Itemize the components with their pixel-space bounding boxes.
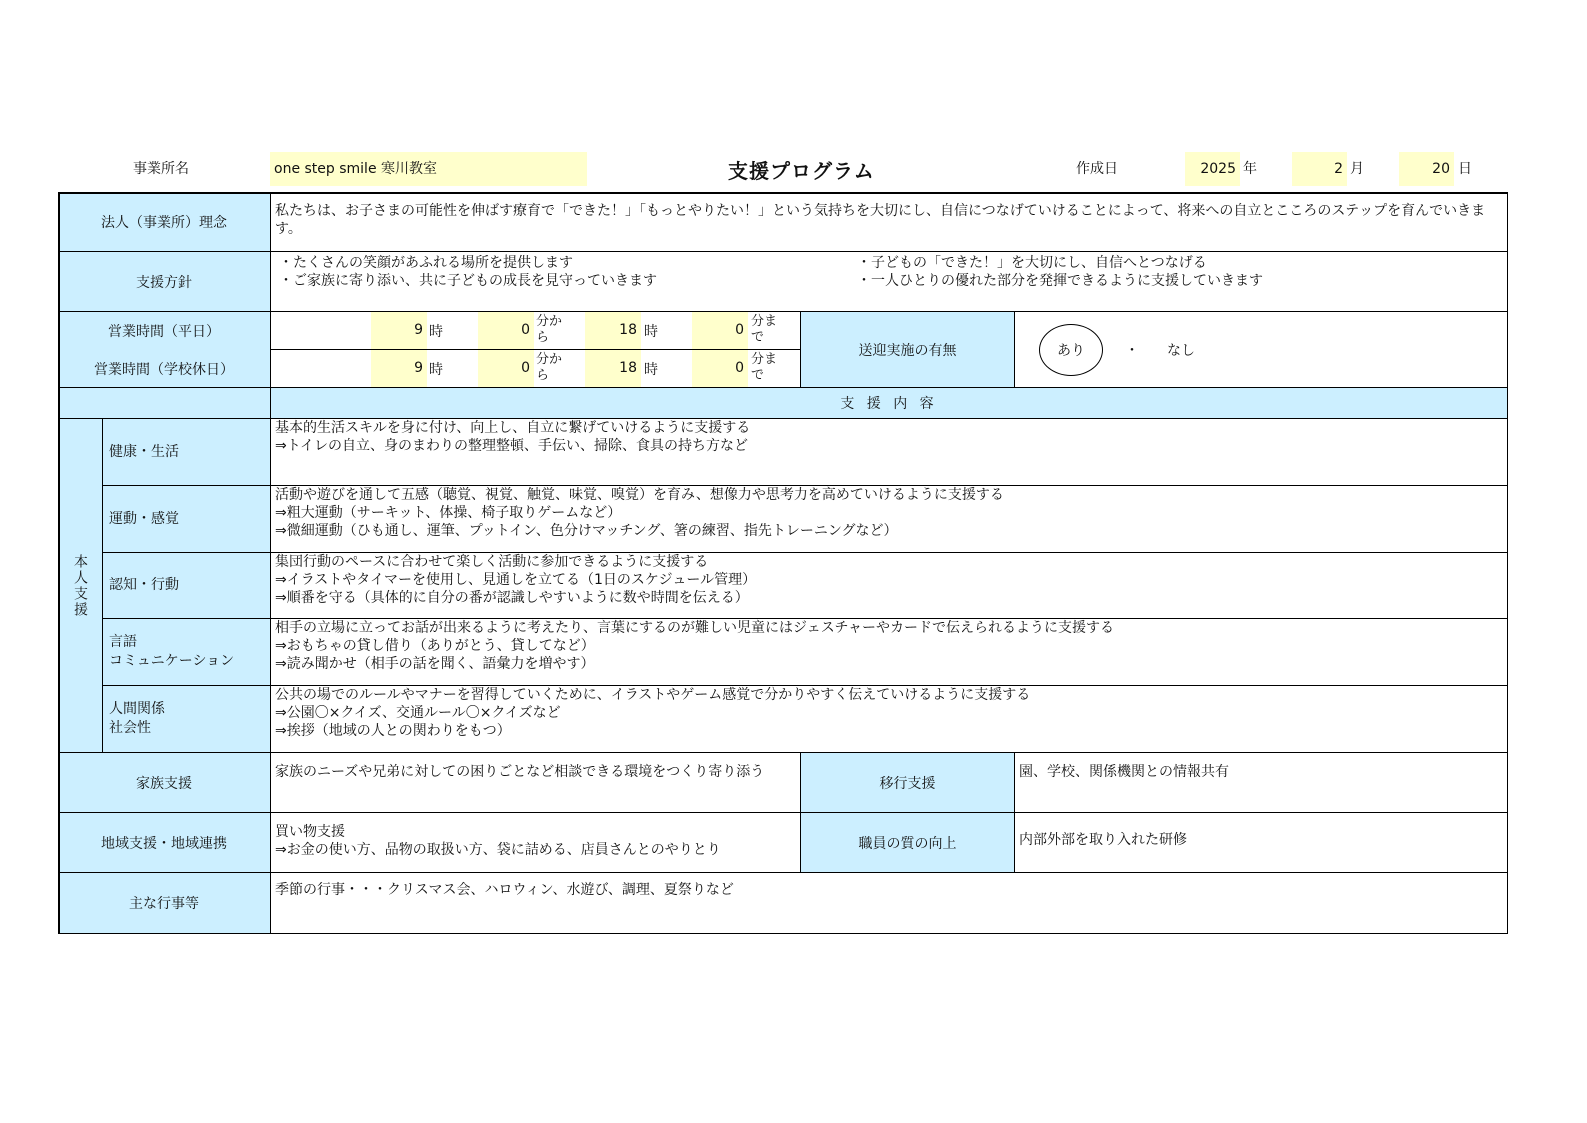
year-field[interactable]: 2025 bbox=[1185, 152, 1240, 186]
language-communication-label: 言語 コミュニケーション bbox=[103, 619, 271, 686]
movement-sense-text: 活動や遊びを通して五感（聴覚、視覚、触覚、味覚、嗅覚）を育み、想像力や思考力を高めていけるように支援する ⇒粗大運動（サーキット、体操、椅子取りゲームなど） ⇒微細運動（ひも通し、運筆、プットイン、色分けマッチング、箸の練習、指先トレーニングなど） bbox=[271, 486, 1508, 553]
community-support-label: 地域支援・地域連携 bbox=[58, 813, 271, 873]
staff-quality-text: 内部外部を取り入れた研修 bbox=[1015, 813, 1508, 873]
transport-options bbox=[1015, 312, 1508, 388]
cognition-behavior-label: 認知・行動 bbox=[103, 553, 271, 619]
transport-label: 送迎実施の有無 bbox=[801, 312, 1015, 388]
page-title: 支援プログラム bbox=[728, 159, 875, 183]
until-unit: 分まで bbox=[751, 352, 778, 383]
philosophy-label: 法人（事業所）理念 bbox=[58, 192, 271, 252]
community-support-text: 買い物支援 ⇒お金の使い方、品物の取扱い方、袋に詰める、店員さんとのやりとり bbox=[271, 813, 801, 873]
relationships-social-label: 人間関係 社会性 bbox=[103, 686, 271, 753]
transition-support-label: 移行支援 bbox=[801, 753, 1015, 813]
hour-unit: 時 bbox=[644, 362, 658, 378]
health-life-text: 基本的生活スキルを身に付け、向上し、自立に繋げていけるように支援する ⇒トイレの自立、身のまわりの整理整頓、手伝い、掃除、食具の持ち方など bbox=[271, 419, 1508, 486]
family-support-text: 家族のニーズや兄弟に対しての困りごとなど相談できる環境をつくり寄り添う bbox=[271, 753, 801, 813]
until-unit: 分まで bbox=[751, 314, 778, 345]
support-content-header: 支 援 内 容 bbox=[271, 388, 1508, 419]
transport-no-option[interactable]: なし bbox=[1167, 343, 1195, 359]
transition-support-text: 園、学校、関係機関との情報共有 bbox=[1015, 753, 1508, 813]
weekday-start-hour[interactable]: 9 bbox=[371, 312, 427, 349]
day-unit: 日 bbox=[1458, 161, 1472, 177]
holiday-hours-label: 営業時間（学校休日） bbox=[58, 350, 271, 388]
weekday-hours-label: 営業時間（平日） bbox=[58, 312, 271, 350]
family-support-label: 家族支援 bbox=[58, 753, 271, 813]
weekday-hours-row bbox=[271, 312, 801, 350]
month-field[interactable]: 2 bbox=[1292, 152, 1347, 186]
events-label: 主な行事等 bbox=[58, 873, 271, 934]
holiday-start-minute[interactable]: 0 bbox=[478, 350, 534, 387]
weekday-start-minute[interactable]: 0 bbox=[478, 312, 534, 349]
support-header-blank bbox=[58, 388, 271, 419]
policy-right-text: ・子どもの「できた！」を大切にし、自信へとつなげる ・一人ひとりの優れた部分を発揮できるように支援していきます bbox=[857, 255, 1263, 289]
transport-separator: ・ bbox=[1125, 343, 1139, 359]
policy-left-text: ・たくさんの笑顔があふれる場所を提供します ・ご家族に寄り添い、共に子どもの成長を見守っていきます bbox=[279, 255, 657, 289]
transport-yes-option[interactable]: あり bbox=[1039, 324, 1103, 376]
holiday-end-minute[interactable]: 0 bbox=[692, 350, 748, 387]
month-unit: 月 bbox=[1350, 161, 1364, 177]
staff-quality-label: 職員の質の向上 bbox=[801, 813, 1015, 873]
policy-label: 支援方針 bbox=[58, 252, 271, 312]
office-name-field[interactable]: one step smile 寒川教室 bbox=[270, 152, 587, 186]
philosophy-text: 私たちは、お子さまの可能性を伸ばす療育で「できた！」「もっとやりたい！」という気持ちを大切にし、自信につなげていけることによって、将来への自立とこころのステップを育んでいきます。 bbox=[271, 192, 1508, 252]
support-program-table bbox=[58, 192, 1508, 934]
policy-cell bbox=[271, 252, 1508, 312]
movement-sense-label: 運動・感覚 bbox=[103, 486, 271, 553]
individual-support-label: 本人支援 bbox=[58, 419, 103, 753]
language-communication-text: 相手の立場に立ってお話が出来るように考えたり、言葉にするのが難しい児童にはジェスチャーやカードで伝えられるように支援する ⇒おもちゃの貸し借り（ありがとう、貸してなど） ⇒読み聞かせ（相手の話を聞く、語彙力を増やす） bbox=[271, 619, 1508, 686]
office-name-label: 事業所名 bbox=[133, 161, 189, 177]
holiday-start-hour[interactable]: 9 bbox=[371, 350, 427, 387]
from-unit: 分から bbox=[536, 314, 563, 345]
events-text: 季節の行事・・・クリスマス会、ハロウィン、水遊び、調理、夏祭りなど bbox=[271, 873, 1508, 934]
holiday-end-hour[interactable]: 18 bbox=[585, 350, 641, 387]
year-unit: 年 bbox=[1243, 161, 1257, 177]
from-unit: 分から bbox=[536, 352, 563, 383]
hour-unit: 時 bbox=[429, 324, 443, 340]
health-life-label: 健康・生活 bbox=[103, 419, 271, 486]
relationships-social-text: 公共の場でのルールやマナーを習得していくために、イラストやゲーム感覚で分かりやすく伝えていけるように支援する ⇒公園〇×クイズ、交通ルール〇×クイズなど ⇒挨拶（地域の人との関わりをもつ） bbox=[271, 686, 1508, 753]
hour-unit: 時 bbox=[429, 362, 443, 378]
created-date-label: 作成日 bbox=[1076, 161, 1118, 177]
cognition-behavior-text: 集団行動のペースに合わせて楽しく活動に参加できるように支援する ⇒イラストやタイマーを使用し、見通しを立てる（1日のスケジュール管理） ⇒順番を守る（具体的に自分の番が認識しやすいように数や時間を伝える） bbox=[271, 553, 1508, 619]
day-field[interactable]: 20 bbox=[1399, 152, 1454, 186]
hour-unit: 時 bbox=[644, 324, 658, 340]
weekday-end-minute[interactable]: 0 bbox=[692, 312, 748, 349]
weekday-end-hour[interactable]: 18 bbox=[585, 312, 641, 349]
holiday-hours-row bbox=[271, 350, 801, 388]
